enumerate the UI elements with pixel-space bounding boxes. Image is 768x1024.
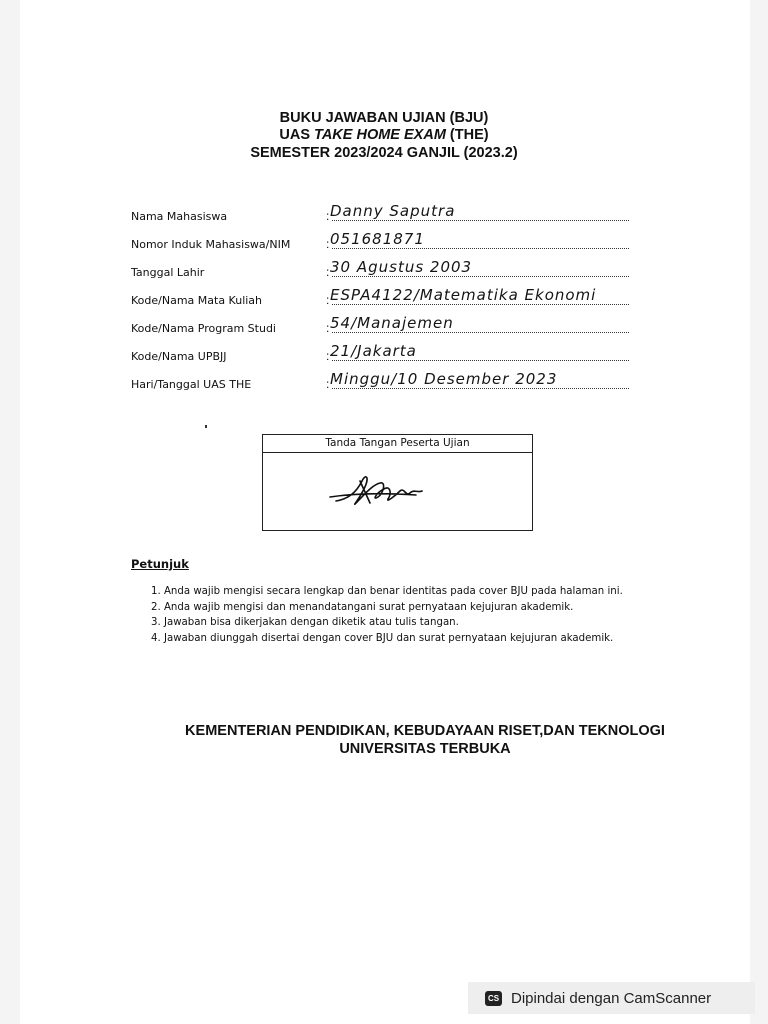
instruction-item: 4. Jawaban diunggah disertai dengan cover BJU dan surat pernyataan kejujuran akademik. bbox=[151, 633, 614, 645]
field-handwritten-value: 30 Agustus 2003 bbox=[330, 258, 473, 276]
field-handwritten-value: Danny Saputra bbox=[330, 202, 456, 220]
field-dotted-line bbox=[332, 360, 629, 361]
field-label: Nomor Induk Mahasiswa/NIM bbox=[131, 238, 291, 251]
signature-box bbox=[262, 434, 533, 531]
camscanner-watermark bbox=[468, 982, 755, 1014]
instruction-item: 2. Anda wajib mengisi dan menandatangani surat pernyataan kejujuran akademik. bbox=[151, 601, 574, 613]
field-handwritten-value: 21/Jakarta bbox=[330, 342, 417, 360]
field-handwritten-value: 051681871 bbox=[330, 230, 425, 248]
instructions-list bbox=[151, 584, 623, 647]
field-label: Hari/Tanggal UAS THE bbox=[131, 378, 252, 391]
field-handwritten-value: ESPA4122/Matematika Ekonomi bbox=[330, 286, 597, 304]
field-label: Kode/Nama UPBJJ bbox=[131, 350, 227, 363]
field-dotted-line bbox=[332, 332, 629, 333]
field-colon: : bbox=[326, 377, 330, 391]
field-handwritten-value: 54/Manajemen bbox=[330, 314, 454, 332]
instructions-title: Petunjuk bbox=[131, 557, 189, 571]
field-label: Kode/Nama Mata Kuliah bbox=[131, 294, 263, 307]
field-handwritten-value: Minggu/10 Desember 2023 bbox=[330, 370, 558, 388]
field-colon: : bbox=[326, 293, 330, 307]
field-label: Kode/Nama Program Studi bbox=[131, 322, 276, 335]
field-dotted-line bbox=[332, 304, 629, 305]
field-colon: : bbox=[326, 321, 330, 335]
camscanner-text: Dipindai dengan CamScanner bbox=[511, 989, 712, 1007]
camscanner-icon: CS bbox=[485, 991, 502, 1006]
field-label: Nama Mahasiswa bbox=[131, 210, 228, 223]
field-label: Tanggal Lahir bbox=[131, 266, 205, 279]
field-colon: : bbox=[326, 265, 330, 279]
title-line-3: SEMESTER 2023/2024 GANJIL (2023.2) bbox=[250, 145, 518, 161]
title-line-2: UAS TAKE HOME EXAM (THE) bbox=[279, 127, 489, 143]
footer-ministry: KEMENTERIAN PENDIDIKAN, KEBUDAYAAN RISET,DAN TEKNOLOGI bbox=[185, 723, 665, 739]
handwritten-signature bbox=[326, 463, 476, 518]
scan-speck bbox=[205, 425, 207, 428]
instruction-item: 3. Jawaban bisa dikerjakan dengan diketik atau tulis tangan. bbox=[151, 617, 459, 629]
field-dotted-line bbox=[332, 220, 629, 221]
field-colon: : bbox=[326, 349, 330, 363]
field-dotted-line bbox=[332, 276, 629, 277]
instruction-item: 1. Anda wajib mengisi secara lengkap dan benar identitas pada cover BJU pada halaman ini. bbox=[151, 586, 623, 597]
field-dotted-line bbox=[332, 248, 629, 249]
title-line-1: BUKU JAWABAN UJIAN (BJU) bbox=[279, 110, 489, 126]
field-dotted-line bbox=[332, 388, 629, 389]
field-colon: : bbox=[326, 209, 330, 223]
signature-box-title: Tanda Tangan Peserta Ujian bbox=[263, 435, 532, 453]
footer-university: UNIVERSITAS TERBUKA bbox=[339, 741, 511, 757]
field-colon: : bbox=[326, 237, 330, 251]
